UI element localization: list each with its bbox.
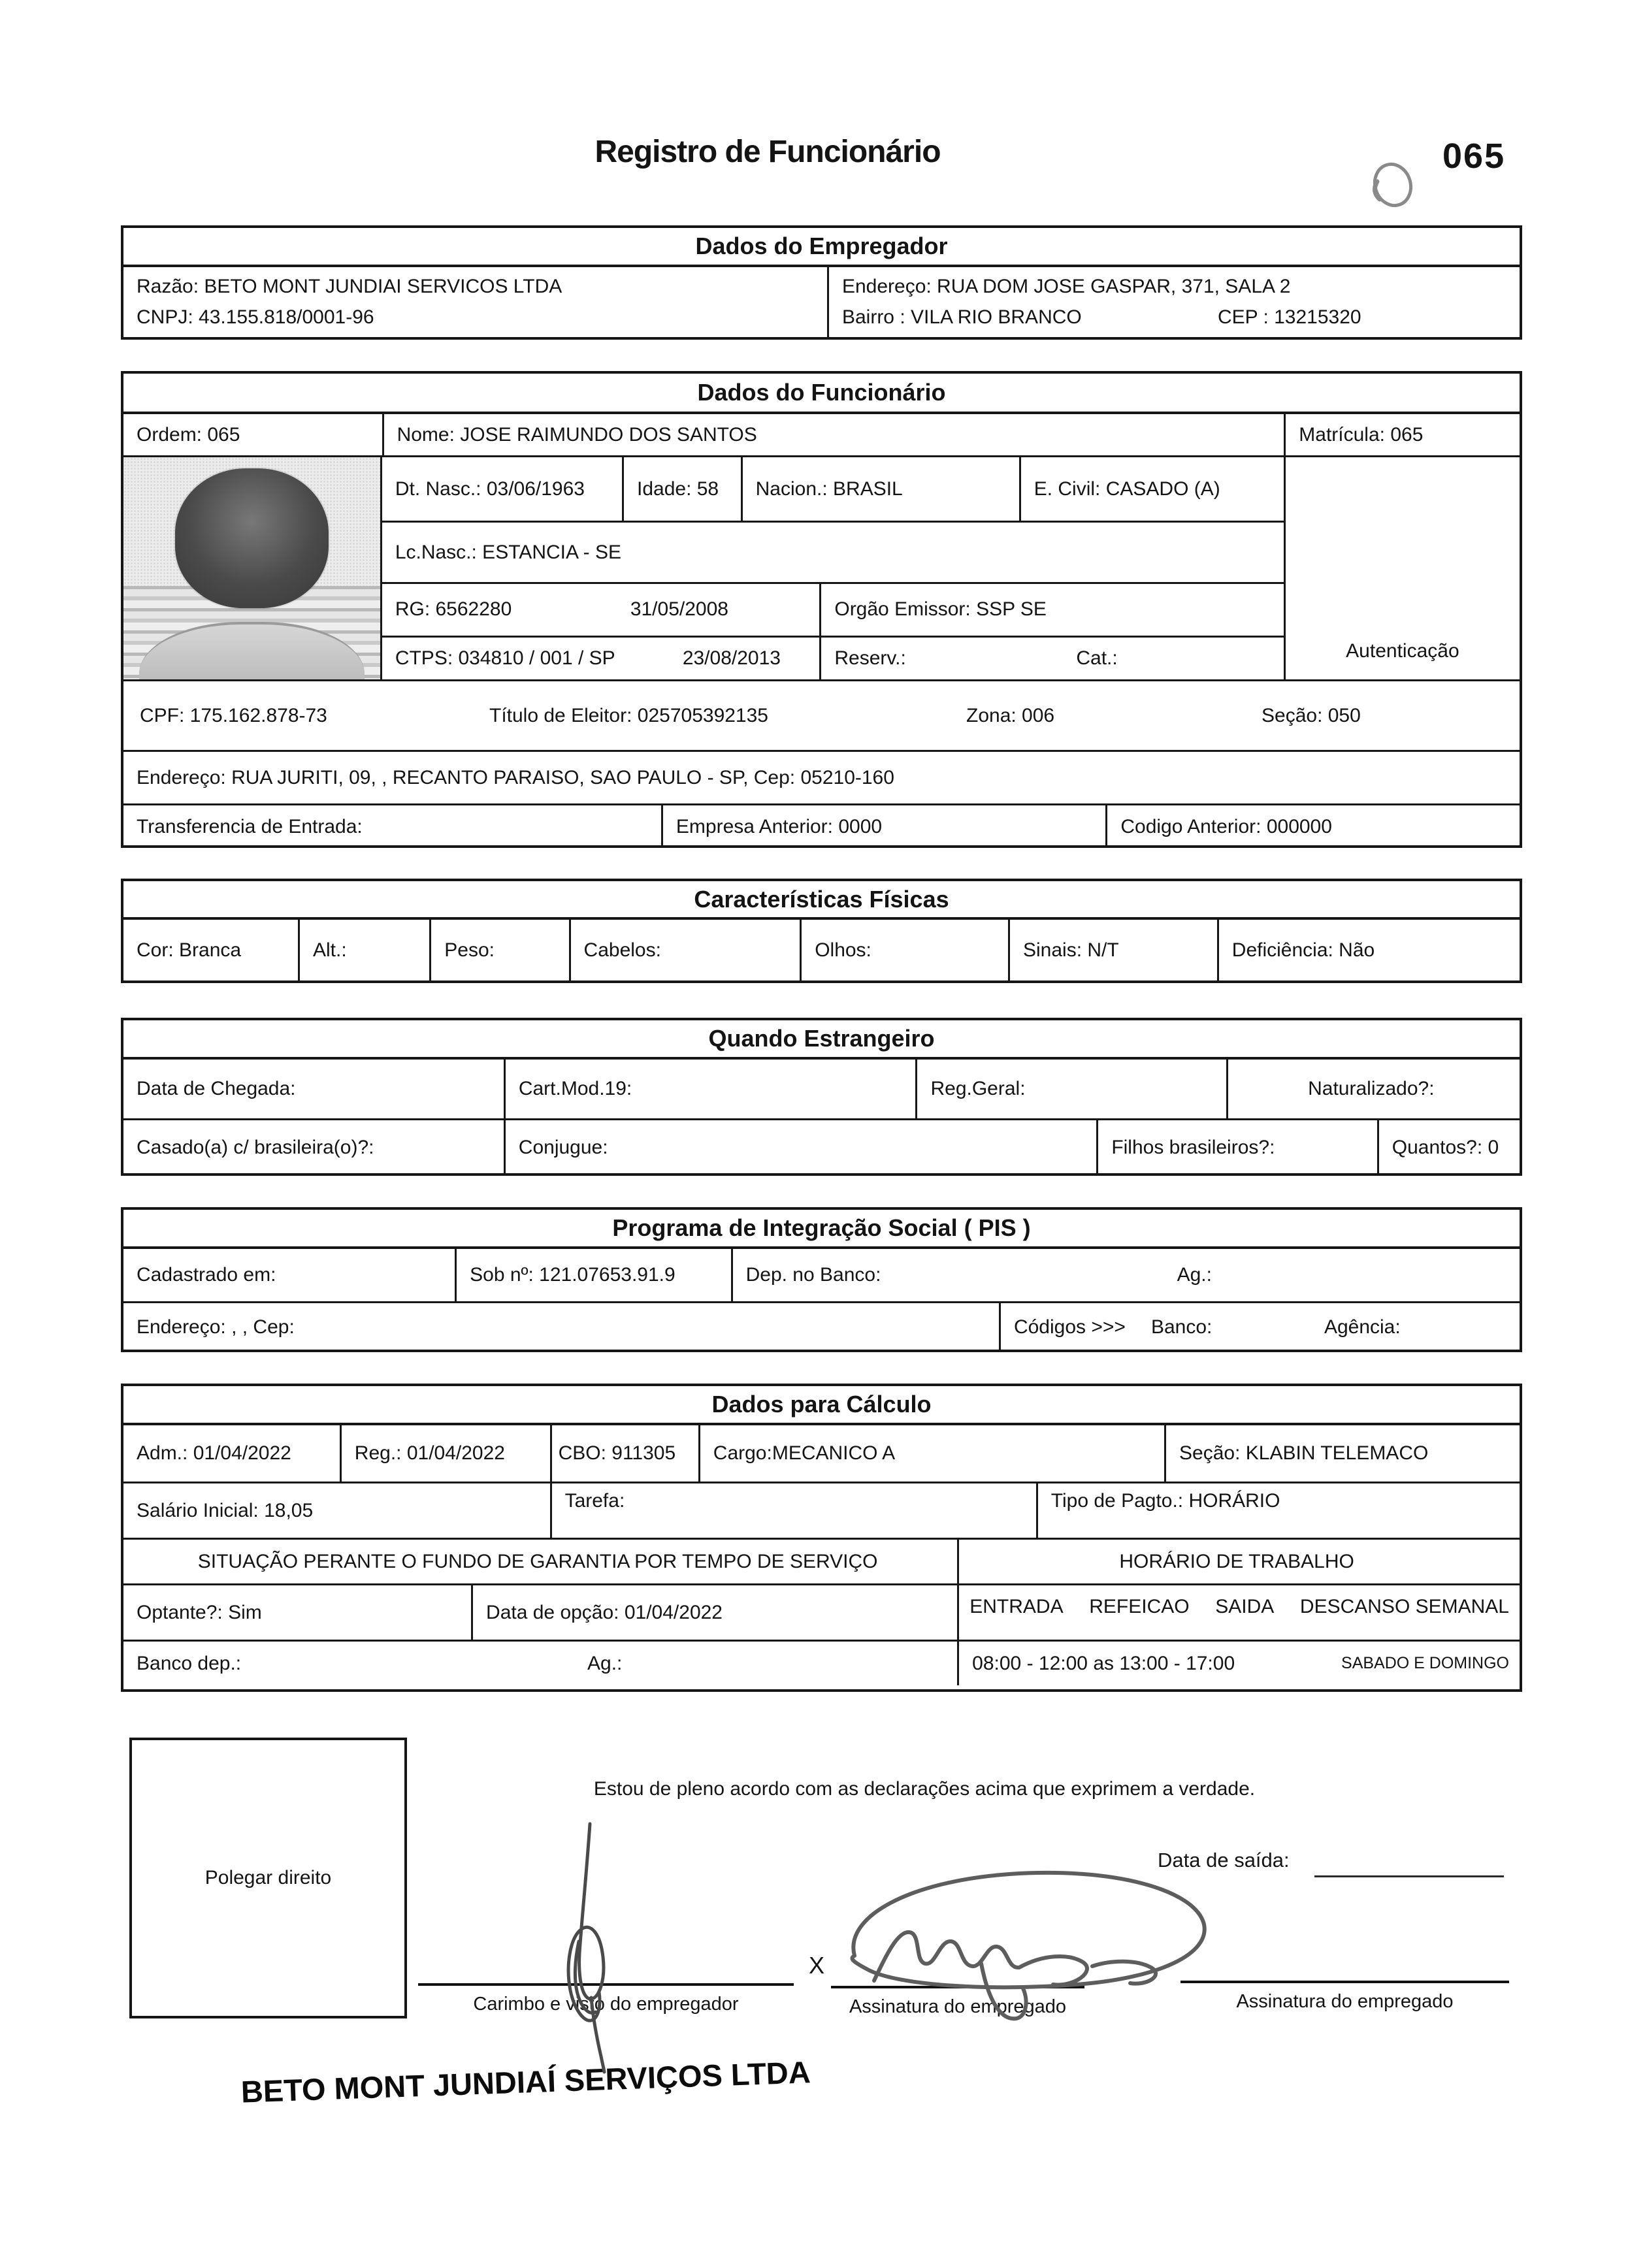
estrangeiro-casado-brasileira: Casado(a) c/ brasileira(o)?: <box>137 1136 374 1158</box>
calculo-horario-header <box>957 1585 1520 1640</box>
employee-photo <box>123 457 380 679</box>
employer-razao: Razão: BETO MONT JUNDIAI SERVICOS LTDA <box>137 276 562 297</box>
calculo-descanso-valor: SABADO E DOMINGO <box>1341 1654 1509 1672</box>
page-title: Registro de Funcionário <box>594 135 941 169</box>
employee-zona: Zona: 006 <box>966 704 1055 726</box>
fisicas-deficiencia: Deficiência: Não <box>1217 920 1520 980</box>
section-quando-estrangeiro <box>121 1018 1522 1176</box>
employee-middle-block <box>380 457 1284 679</box>
fisicas-sinais: Sinais: N/T <box>1008 920 1217 980</box>
employee-transferencia: Transferencia de Entrada: <box>137 815 363 837</box>
estrangeiro-filhos-brasileiros: Filhos brasileiros?: <box>1096 1120 1376 1174</box>
employer-bairro: Bairro : VILA RIO BRANCO <box>841 306 1082 328</box>
section-title-estrangeiro: Quando Estrangeiro <box>123 1020 1520 1060</box>
employee-ctps-data: 23/08/2013 <box>682 647 781 669</box>
calculo-col-refeicao: REFEICAO <box>1089 1596 1190 1617</box>
section-title-calculo: Dados para Cálculo <box>123 1386 1520 1425</box>
employee-lc-nasc: Lc.Nasc.: ESTANCIA - SE <box>395 541 622 563</box>
calculo-banco-dep-cell <box>123 1642 957 1685</box>
employee-orgao-emissor: Orgão Emissor: SSP SE <box>819 584 1283 635</box>
employee-autenticacao: Autenticação <box>1346 640 1459 662</box>
x-mark: X <box>809 1952 825 1979</box>
employee-endereco: Endereço: RUA JURITI, 09, , RECANTO PARAISO, SAO PAULO - SP, Cep: 05210-160 <box>137 766 894 788</box>
employee-nome: Nome: JOSE RAIMUNDO DOS SANTOS <box>382 414 1284 455</box>
employer-cnpj: CNPJ: 43.155.818/0001-96 <box>137 306 374 328</box>
pis-endereco: Endereço: , , Cep: <box>137 1316 295 1338</box>
pis-codigos: Códigos >>> <box>1013 1316 1126 1338</box>
calculo-data-opcao: Data de opção: 01/04/2022 <box>471 1585 957 1640</box>
section-dados-funcionario <box>121 371 1522 848</box>
employee-signature-label-right: Assinatura do empregado <box>1236 1991 1454 2012</box>
employee-cat: Cat.: <box>1076 647 1118 669</box>
employee-estado-civil: E. Civil: CASADO (A) <box>1019 457 1284 521</box>
pis-banco: Banco: <box>1150 1316 1213 1338</box>
employee-signature-line-middle <box>831 1986 1084 1988</box>
estrangeiro-quantos: Quantos?: 0 <box>1377 1120 1520 1174</box>
estrangeiro-data-chegada: Data de Chegada: <box>137 1078 296 1099</box>
employee-rg-data: 31/05/2008 <box>630 598 728 621</box>
section-title-fisicas: Características Físicas <box>123 881 1520 920</box>
employer-right-cell <box>827 267 1520 337</box>
calculo-horario-valores <box>957 1642 1520 1685</box>
section-pis <box>121 1207 1522 1352</box>
data-saida-line <box>1314 1855 1504 1877</box>
section-title-empregador: Dados do Empregador <box>123 228 1520 267</box>
employee-idade: Idade: 58 <box>622 457 741 521</box>
pis-codigos-cell <box>999 1303 1520 1351</box>
calculo-fgts-title: SITUAÇÃO PERANTE O FUNDO DE GARANTIA POR TEMPO DE SERVIÇO <box>197 1550 878 1572</box>
employee-ctps: CTPS: 034810 / 001 / SP <box>395 647 615 669</box>
employee-signature-label-middle: Assinatura do empregado <box>849 1996 1067 2017</box>
calculo-adm: Adm.: 01/04/2022 <box>137 1442 291 1464</box>
calculo-col-saida: SAIDA <box>1215 1596 1275 1617</box>
fisicas-peso: Peso: <box>429 920 568 980</box>
calculo-cbo: CBO: 911305 <box>550 1425 698 1482</box>
calculo-col-entrada: ENTRADA <box>969 1596 1064 1617</box>
calculo-banco-dep: Banco dep.: <box>137 1652 242 1674</box>
employee-matricula: Matrícula: 065 <box>1284 414 1520 455</box>
employee-signature-line-right <box>1180 1981 1509 1983</box>
section-caracteristicas-fisicas <box>121 879 1522 983</box>
calculo-col-descanso: DESCANSO SEMANAL <box>1299 1596 1509 1617</box>
calculo-tarefa: Tarefa: <box>550 1483 1036 1538</box>
employee-nacion: Nacion.: BRASIL <box>741 457 1019 521</box>
fingerprint-label: Polegar direito <box>204 1867 332 1888</box>
calculo-tipo-pagto: Tipo de Pagto.: HORÁRIO <box>1036 1483 1520 1538</box>
section-dados-empregador <box>121 225 1522 340</box>
employee-rg-cell <box>382 584 820 635</box>
employee-cpf: CPF: 175.162.878-73 <box>140 704 327 726</box>
fisicas-alt: Alt.: <box>298 920 429 980</box>
calculo-horario-title: HORÁRIO DE TRABALHO <box>957 1540 1520 1583</box>
pis-sob-no: Sob nº: 121.07653.91.9 <box>455 1249 730 1301</box>
employee-secao: Seção: 050 <box>1262 704 1361 726</box>
section-title-pis: Programa de Integração Social ( PIS ) <box>123 1210 1520 1249</box>
section-dados-calculo <box>121 1384 1522 1692</box>
employee-empresa-anterior: Empresa Anterior: 0000 <box>661 805 1105 848</box>
fisicas-olhos: Olhos: <box>800 920 1008 980</box>
estrangeiro-conjugue: Conjugue: <box>504 1120 1097 1174</box>
calculo-salario-inicial: Salário Inicial: 18,05 <box>137 1499 314 1521</box>
data-saida-label: Data de saída: <box>1158 1849 1290 1871</box>
employee-dt-nasc: Dt. Nasc.: 03/06/1963 <box>395 478 585 500</box>
fisicas-cabelos: Cabelos: <box>569 920 800 980</box>
employee-titulo-eleitor: Título de Eleitor: 025705392135 <box>489 704 768 726</box>
photo-head-silhouette <box>175 468 329 608</box>
employee-reserv-cat-cell <box>819 638 1283 679</box>
employee-autenticacao-cell <box>1284 457 1520 679</box>
employer-signature-label: Carimbo e visto do empregador <box>473 1994 739 2015</box>
pis-cadastrado-em: Cadastrado em: <box>137 1264 276 1286</box>
calculo-optante: Optante?: Sim <box>137 1601 262 1623</box>
pis-ag: Ag.: <box>1177 1264 1212 1286</box>
calculo-ag: Ag.: <box>587 1652 623 1674</box>
company-stamp: BETO MONT JUNDIAÍ SERVIÇOS LTDA <box>240 2054 811 2109</box>
employer-signature-line <box>418 1983 794 1986</box>
estrangeiro-reg-geral: Reg.Geral: <box>915 1060 1226 1118</box>
estrangeiro-naturalizado: Naturalizado?: <box>1226 1060 1520 1118</box>
employer-endereco: Endereço: RUA DOM JOSE GASPAR, 371, SALA 2 <box>841 276 1291 297</box>
calculo-reg: Reg.: 01/04/2022 <box>340 1425 550 1482</box>
employee-ordem: Ordem: 065 <box>137 423 240 446</box>
employee-reserv: Reserv.: <box>834 647 906 669</box>
fisicas-cor: Cor: Branca <box>137 939 242 961</box>
employee-codigo-anterior: Codigo Anterior: 000000 <box>1105 805 1520 848</box>
pis-dep-banco-cell <box>731 1249 1520 1301</box>
pis-agencia: Agência: <box>1324 1316 1401 1338</box>
calculo-cargo: Cargo:MECANICO A <box>698 1425 1164 1482</box>
fingerprint-box <box>129 1738 407 2018</box>
employer-left-cell <box>123 267 827 337</box>
calculo-secao: Seção: KLABIN TELEMACO <box>1164 1425 1520 1482</box>
estrangeiro-cart-mod: Cart.Mod.19: <box>504 1060 916 1118</box>
declaration-text: Estou de pleno acordo com as declarações acima que exprimem a verdade. <box>593 1778 1256 1800</box>
employee-rg: RG: 6562280 <box>395 598 512 621</box>
page-number: 065 <box>1442 137 1506 176</box>
employer-cep: CEP : 13215320 <box>1217 306 1361 328</box>
section-title-funcionario: Dados do Funcionário <box>123 374 1520 414</box>
employee-ctps-cell <box>382 638 820 679</box>
employer-signature-icon <box>568 1824 604 2072</box>
employee-cpf-row <box>123 681 1520 750</box>
calculo-horario-valor: 08:00 - 12:00 as 13:00 - 17:00 <box>972 1652 1235 1674</box>
pis-dep-banco: Dep. no Banco: <box>745 1264 881 1286</box>
